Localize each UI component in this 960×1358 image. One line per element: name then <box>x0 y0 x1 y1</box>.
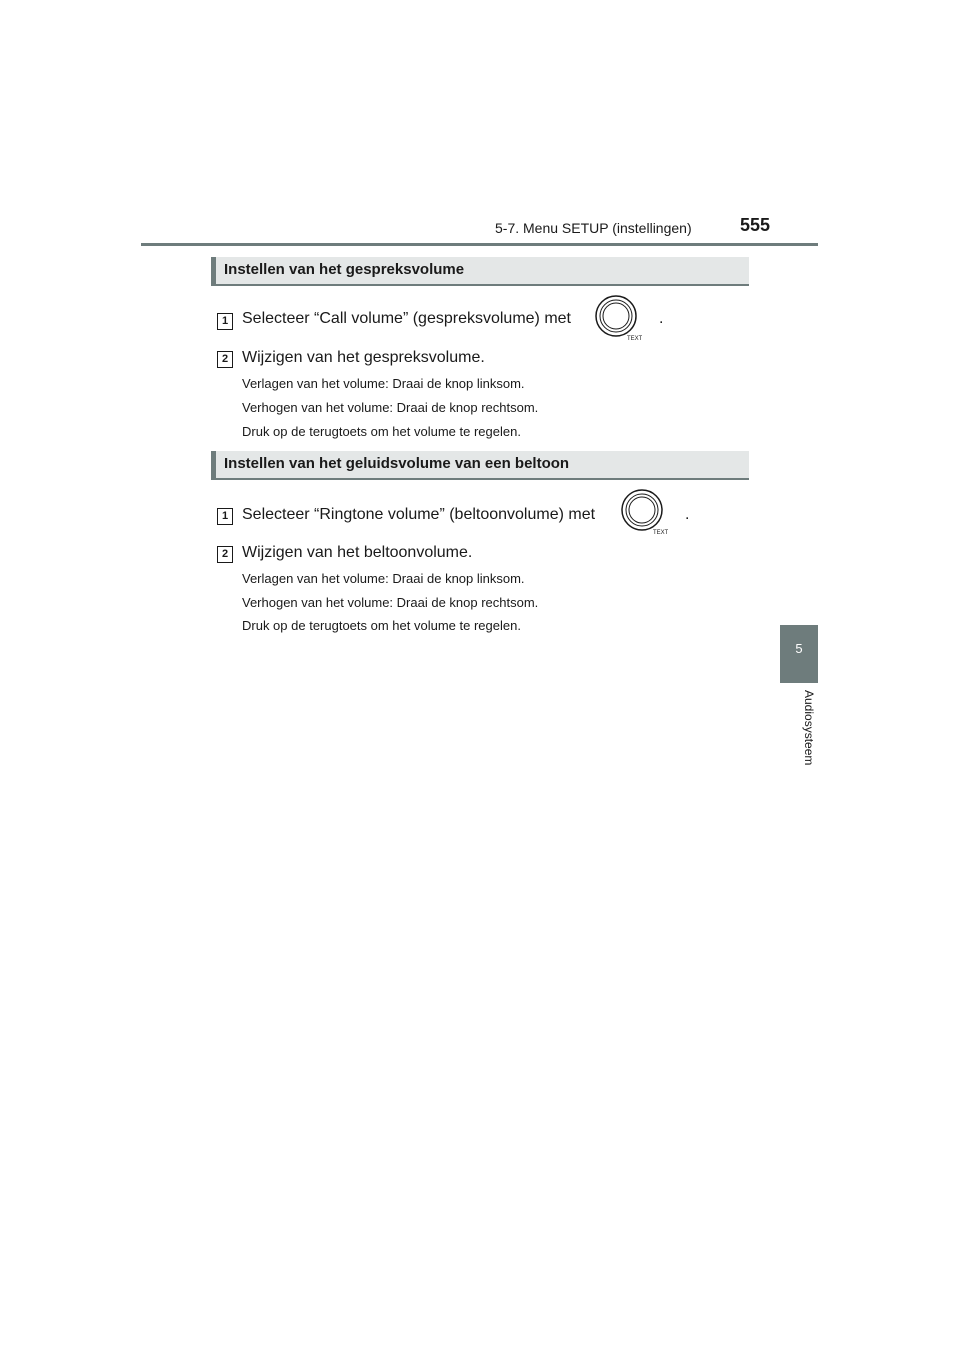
step-text: Selecteer “Ringtone volume” (beltoonvolume) met <box>242 506 596 523</box>
section-title: Instellen van het geluidsvolume van een beltoon <box>224 455 570 472</box>
sentence-period: . <box>659 310 664 327</box>
chapter-tab-label: Audiosysteem <box>802 690 816 766</box>
step-number: 1 <box>217 508 233 525</box>
sentence-period: . <box>685 506 690 523</box>
note-text: Druk op de terugtoets om het volume te regelen. <box>242 424 521 439</box>
knob-label: TEXT <box>653 530 668 535</box>
section-heading <box>211 257 749 286</box>
step-number: 2 <box>217 351 233 368</box>
note-text: Verhogen van het volume: Draai de knop rechtsom. <box>242 400 539 415</box>
section-heading <box>211 451 749 480</box>
step-text: Wijzigen van het gespreksvolume. <box>242 349 485 366</box>
step-text: Wijzigen van het beltoonvolume. <box>242 544 473 561</box>
chapter-tab-number: 5 <box>795 641 803 656</box>
chapter-title: 5-7. Menu SETUP (instellingen) <box>495 220 692 236</box>
header-divider <box>141 243 818 246</box>
step-number: 1 <box>217 313 233 330</box>
knob-label: TEXT <box>627 336 642 341</box>
step-number: 2 <box>217 546 233 563</box>
section-title: Instellen van het gespreksvolume <box>224 261 465 278</box>
text-knob-icon <box>594 295 642 341</box>
note-text: Verlagen van het volume: Draai de knop linksom. <box>242 376 525 391</box>
note-text: Druk op de terugtoets om het volume te regelen. <box>242 618 521 633</box>
page-number: 555 <box>740 215 771 235</box>
step-text: Selecteer “Call volume” (gespreksvolume) met <box>242 310 571 327</box>
text-knob-icon <box>620 489 668 535</box>
note-text: Verlagen van het volume: Draai de knop linksom. <box>242 571 525 586</box>
note-text: Verhogen van het volume: Draai de knop rechtsom. <box>242 595 539 610</box>
